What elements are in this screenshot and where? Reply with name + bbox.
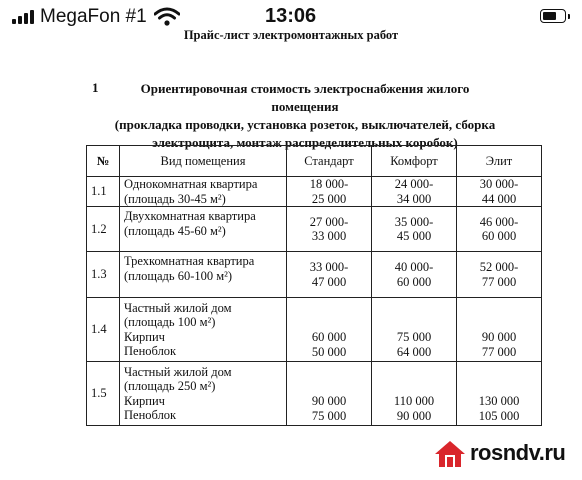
table-row — [87, 298, 542, 362]
room-cell — [120, 207, 287, 252]
table-row — [87, 362, 542, 426]
room-cell — [120, 362, 287, 426]
wifi-icon — [154, 7, 180, 27]
standard-price: 18 000- 25 000 — [287, 177, 372, 207]
row-number: 1.1 — [87, 177, 120, 207]
room-name: Трехкомнатная квартира — [124, 254, 255, 268]
room-name: Однокомнатная квартира — [124, 177, 258, 191]
room-name: Частный жилой дом — [124, 300, 232, 315]
material-brick: Кирпич — [124, 393, 165, 408]
room-cell — [120, 177, 287, 207]
battery-icon — [540, 9, 566, 23]
row-number: 1.5 — [87, 362, 120, 426]
elite-price: 52 000- 77 000 — [457, 252, 542, 298]
room-area: (площадь 45-60 м²) — [124, 223, 226, 238]
elite-price: 90 000 77 000 — [457, 298, 542, 362]
section-title-line: электрощита, монтаж распределительных коробок) — [152, 135, 458, 150]
standard-price: 27 000- 33 000 — [287, 207, 372, 252]
room-area: (площадь 60-100 м²) — [124, 268, 233, 283]
room-name: Частный жилой дом — [124, 364, 232, 379]
standard-price: 90 000 75 000 — [287, 362, 372, 426]
carrier-name: MegaFon #1 — [40, 6, 147, 27]
room-area: (площадь 250 м²) — [124, 379, 216, 393]
header-comfort: Комфорт — [372, 146, 457, 177]
header-room-type: Вид помещения — [120, 146, 287, 177]
material-foamblock: Пеноблок — [124, 408, 177, 422]
table-row — [87, 207, 542, 252]
comfort-price: 110 000 90 000 — [372, 362, 457, 426]
elite-price: 46 000- 60 000 — [457, 207, 542, 252]
room-area: (площадь 100 м²) — [124, 315, 216, 329]
elite-price: 30 000- 44 000 — [457, 177, 542, 207]
header-standard: Стандарт — [287, 146, 372, 177]
room-name: Двухкомнатная квартира — [124, 209, 256, 223]
section-title-line: Ориентировочная стоимость электроснабжения жилого помещения — [140, 81, 470, 114]
row-number: 1.3 — [87, 252, 120, 298]
standard-price: 33 000- 47 000 — [287, 252, 372, 298]
elite-price: 130 000 105 000 — [457, 362, 542, 426]
section-number: 1 — [92, 80, 99, 95]
comfort-price: 40 000- 60 000 — [372, 252, 457, 298]
header-number: № — [87, 146, 120, 177]
row-number: 1.4 — [87, 298, 120, 362]
clock: 13:06 — [265, 5, 317, 27]
row-number: 1.2 — [87, 207, 120, 252]
material-brick: Кирпич — [124, 329, 165, 344]
standard-price: 60 000 50 000 — [287, 298, 372, 362]
document-title: Прайс-лист электромонтажных работ — [183, 28, 399, 42]
comfort-price: 75 000 64 000 — [372, 298, 457, 362]
room-cell — [120, 298, 287, 362]
house-logo-icon — [434, 440, 466, 468]
table-row — [87, 177, 542, 207]
comfort-price: 35 000- 45 000 — [372, 207, 457, 252]
table-header-row — [87, 146, 542, 177]
signal-icon — [12, 10, 36, 24]
section-title — [110, 80, 500, 152]
comfort-price: 24 000- 34 000 — [372, 177, 457, 207]
header-elite: Элит — [457, 146, 542, 177]
section-title-line: (прокладка проводки, установка розеток, выключателей, сборка — [114, 117, 496, 132]
room-area: (площадь 30-45 м²) — [124, 191, 226, 206]
watermark-text: rosndv.ru — [470, 440, 566, 465]
material-foamblock: Пеноблок — [124, 344, 177, 358]
price-table — [86, 145, 542, 426]
room-cell — [120, 252, 287, 298]
table-row — [87, 252, 542, 298]
